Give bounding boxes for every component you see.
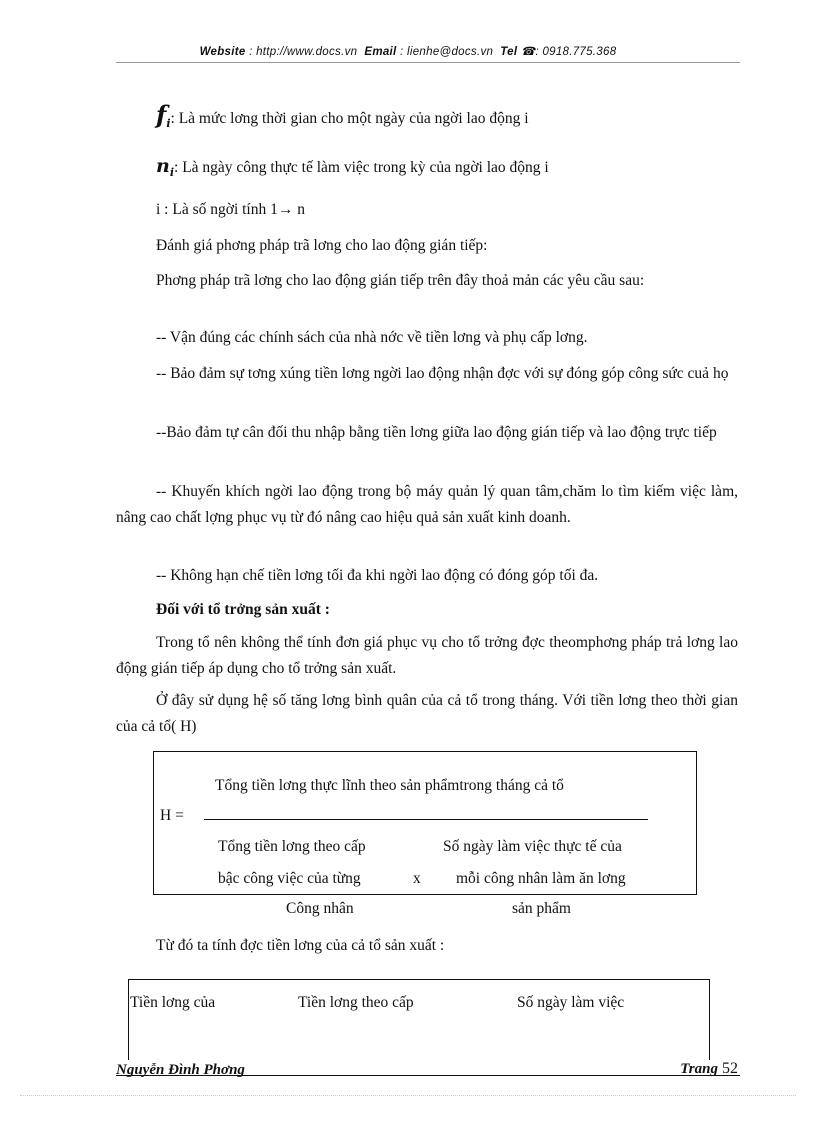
email-label: Email: [364, 46, 397, 58]
paragraph-9: Ở đây sử dụng hệ số tăng lơng bình quân của cả tổ trong tháng. Với tiền lơng theo thời gian của cả tổ( H): [116, 692, 738, 735]
ni-symbol: n: [156, 155, 170, 177]
ni-text: : Là ngày công thực tế làm việc trong kỳ của ngời lao động i: [174, 159, 549, 176]
formula2-col-1: Tiền lơng của: [130, 994, 216, 1011]
section-heading: Đối với tổ trởng sản xuất :: [156, 601, 330, 618]
arrow-right-icon: →: [277, 201, 294, 218]
formula2-col-3: Số ngày làm việc: [517, 994, 625, 1011]
paragraph-6: -- Khuyến khích ngời lao động trong bộ máy quản lý quan tâm,chăm lo tìm kiếm việc làm, nâng cao chất lợng phục vụ từ đó nâng cao hiệu quả sản xuất kinh doanh.: [116, 483, 738, 526]
footer-page-label: Trang: [680, 1061, 718, 1077]
paragraph-1: Đánh giá phơng pháp trã lơng cho lao động gián tiếp:: [156, 237, 488, 254]
formula-numerator: Tổng tiền lơng thực lĩnh theo sản phẩmtrong tháng cả tổ: [215, 777, 564, 794]
phone-icon: ☎: [520, 46, 536, 58]
paragraph-2: Phơng pháp trã lơng cho lao động gián tiếp trên đây thoả mản các yêu cầu sau:: [156, 272, 645, 289]
ni-subscript: i: [169, 166, 175, 180]
ni-definition: [156, 153, 549, 186]
paragraph-3: -- Vận đúng các chính sách của nhà nớc về tiền lơng và phụ cấp lơng.: [156, 329, 588, 346]
paragraph-4: -- Bảo đảm sự tơng xúng tiền lơng ngời lao động nhận đợc với sự đóng góp công sức cuả họ: [156, 365, 729, 382]
footer-author: Nguyễn Đình Phơng: [116, 1062, 245, 1078]
website-label: Website: [199, 46, 246, 58]
formula-box-total: [128, 979, 710, 1060]
tel-value: : 0918.775.368: [535, 46, 617, 58]
fi-subscript: i: [166, 117, 171, 131]
i-text: i : Là số ngời tính 1: [156, 201, 278, 218]
email-value: : lienhe@docs.vn: [400, 46, 494, 58]
fi-definition: [156, 102, 529, 137]
formula2-col-2: Tiền lơng theo cấp: [298, 994, 414, 1011]
formula-denominator-right-1: Số ngày làm việc thực tế của: [443, 838, 622, 855]
fi-symbol: f: [156, 100, 167, 129]
tel-label: Tel: [500, 46, 518, 58]
i-definition: [156, 197, 305, 223]
paragraph-10: Từ đó ta tính đợc tiền lơng của cả tổ sản xuất :: [156, 937, 445, 954]
formula-denominator-right-2: mỗi công nhân làm ăn lơng: [456, 870, 626, 887]
formula-denominator-left-2: bậc công việc của từng: [218, 870, 361, 887]
formula-denominator-left-1: Tổng tiền lơng theo cấp: [218, 838, 366, 855]
paragraph-7: -- Không hạn chế tiền lơng tối đa khi ngời lao động có đóng góp tối đa.: [156, 567, 599, 584]
i-end: n: [293, 201, 305, 218]
website-value: : http://www.docs.vn: [249, 46, 358, 58]
fraction-line: [204, 819, 648, 820]
formula-h-label: H =: [160, 807, 184, 824]
footer-page-number: 52: [722, 1060, 738, 1077]
formula-below-right: sản phẩm: [512, 900, 571, 917]
page-header: [0, 44, 816, 58]
header-rule: [116, 62, 740, 63]
formula-below-left: Công nhân: [286, 900, 354, 917]
fi-text: : Là mức lơng thời gian cho một ngày của ngời lao động i: [170, 110, 529, 127]
footer-rule: [116, 1075, 740, 1076]
paragraph-8: Trong tổ nên không thể tính đơn giá phục vụ cho tổ trởng đợc theomphơng pháp trả lơng lao động gián tiếp áp dụng cho tổ trởng sản xuất.: [116, 634, 738, 677]
paragraph-5: --Bảo đảm tự cân đối thu nhập bằng tiền lơng giữa lao động gián tiếp và lao động trực tiếp: [156, 424, 717, 441]
page-bottom-edge: [20, 1095, 796, 1096]
formula-times-sign: x: [413, 870, 421, 887]
